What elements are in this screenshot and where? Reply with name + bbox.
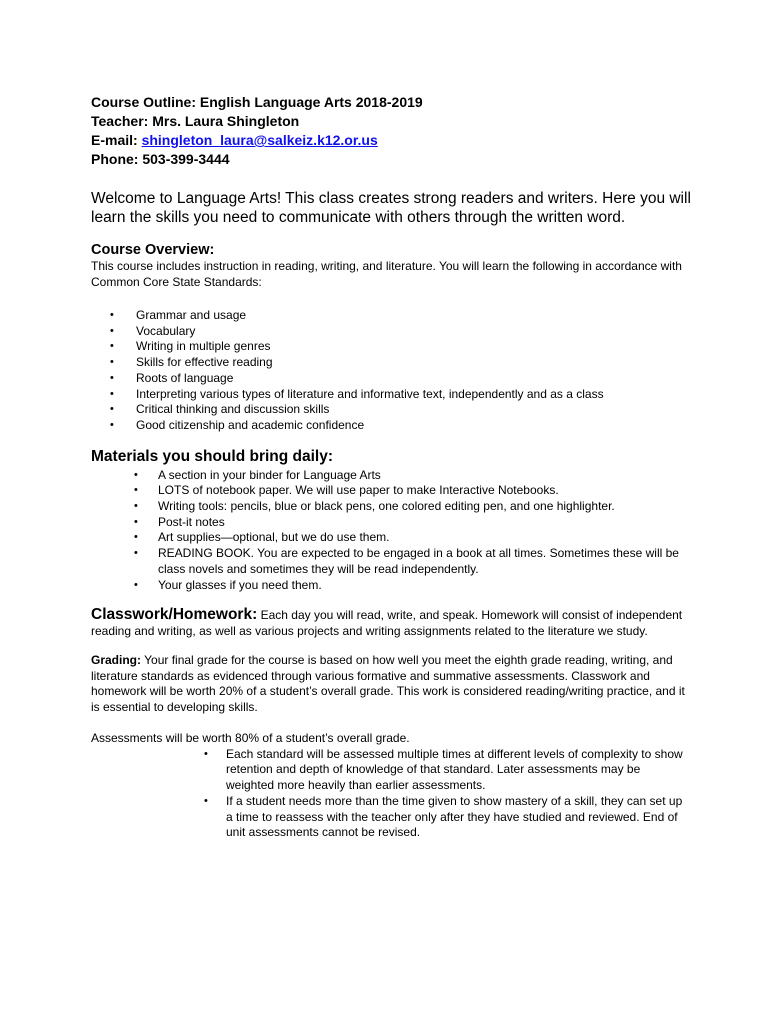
list-item: • Interpreting various types of literature and informative text, independently and as a class — [110, 386, 604, 401]
list-item: • Grammar and usage — [110, 308, 247, 322]
bullet-icon: • — [110, 356, 114, 369]
course-overview-heading: Course Overview: — [91, 242, 215, 258]
list-item: • Critical thinking and discussion skills — [110, 402, 330, 417]
assessments-text: Assessments will be worth 80% of a student’s overall grade. — [91, 731, 410, 746]
bullet-icon: • — [134, 547, 138, 560]
bullet-icon: • — [110, 403, 114, 416]
classwork-paragraph — [91, 607, 691, 639]
email-link[interactable]: shingleton_laura@salkeiz.k12.or.us — [141, 132, 378, 148]
welcome-paragraph: Welcome to Language Arts! This class creates strong readers and writers. Here you will learn the skills you need to communicate with others through the written word. — [91, 190, 691, 226]
materials-list — [91, 468, 691, 594]
email-label: E-mail: — [91, 132, 138, 148]
grading-paragraph — [91, 653, 691, 715]
bullet-icon: • — [134, 468, 138, 481]
teacher-line: Teacher: Mrs. Laura Shingleton — [91, 113, 300, 129]
bullet-icon: • — [204, 747, 208, 760]
bullet-icon: • — [134, 484, 138, 497]
list-item: • Art supplies—optional, but we do use them. — [134, 530, 390, 545]
bullet-icon: • — [110, 340, 114, 353]
grading-heading: Grading: — [91, 653, 141, 668]
assessments-list — [91, 747, 691, 841]
bullet-icon: • — [134, 578, 138, 591]
list-item: • Post-it notes — [134, 514, 225, 529]
list-item: • A section in your binder for Language Arts — [134, 467, 381, 482]
grading-text: Your final grade for the course is based on how well you meet the eighth grade reading, writing, and literature standards as evidenced through various formative and summative assessments. Classwork and homework will be worth 20% of a student’s overall grade. This work is considered reading/writing practice, and it is essential to developing skills. — [91, 653, 685, 714]
phone-line: Phone: 503-399-3444 — [91, 151, 230, 167]
list-item: • Each standard will be assessed multiple times at different levels of complexity to show retention and depth of knowledge of that standard. Later assessments may be weighted more heavily than earlier assessments. — [204, 746, 683, 793]
bullet-icon: • — [134, 500, 138, 513]
bullet-icon: • — [110, 387, 114, 400]
bullet-icon: • — [204, 794, 208, 807]
bullet-icon: • — [134, 515, 138, 528]
list-item: • Writing in multiple genres — [110, 339, 271, 354]
document-page — [91, 93, 691, 841]
list-item: • READING BOOK. You are expected to be engaged in a book at all times. Sometimes these will be class novels and sometimes they will be read independently. — [134, 546, 679, 576]
overview-list — [91, 308, 691, 434]
bullet-icon: • — [110, 418, 114, 431]
course-overview-text: This course includes instruction in reading, writing, and literature. You will learn the following in accordance with Common Core State Standards: — [91, 259, 682, 289]
list-item: • LOTS of notebook paper. We will use paper to make Interactive Notebooks. — [134, 483, 559, 498]
course-outline-heading: Course Outline: English Language Arts 2018-2019 — [91, 94, 423, 110]
list-item: • Good citizenship and academic confidence — [110, 417, 365, 432]
list-item: • If a student needs more than the time given to show mastery of a skill, they can set up a time to reassess with the teacher only after they have studied and reviewed. End of unit assessments cannot be revised. — [204, 793, 683, 840]
email-line — [91, 131, 691, 150]
bullet-icon: • — [110, 324, 114, 337]
bullet-icon: • — [110, 309, 114, 321]
classwork-text: Each day you will read, write, and speak. Homework will consist of independent reading and writing, as well as various projects and writing assignments related to the literature we study. — [91, 608, 683, 639]
classwork-heading: Classwork/Homework: — [91, 606, 258, 624]
list-item: • Vocabulary — [110, 323, 196, 338]
list-item: • Writing tools: pencils, blue or black pens, one colored editing pen, and one highlighter. — [134, 499, 615, 514]
list-item: • Skills for effective reading — [110, 355, 273, 370]
bullet-icon: • — [110, 371, 114, 384]
list-item: • Your glasses if you need them. — [134, 577, 322, 592]
list-item: • Roots of language — [110, 370, 234, 385]
bullet-icon: • — [134, 531, 138, 544]
materials-heading: Materials you should bring daily: — [91, 447, 334, 465]
